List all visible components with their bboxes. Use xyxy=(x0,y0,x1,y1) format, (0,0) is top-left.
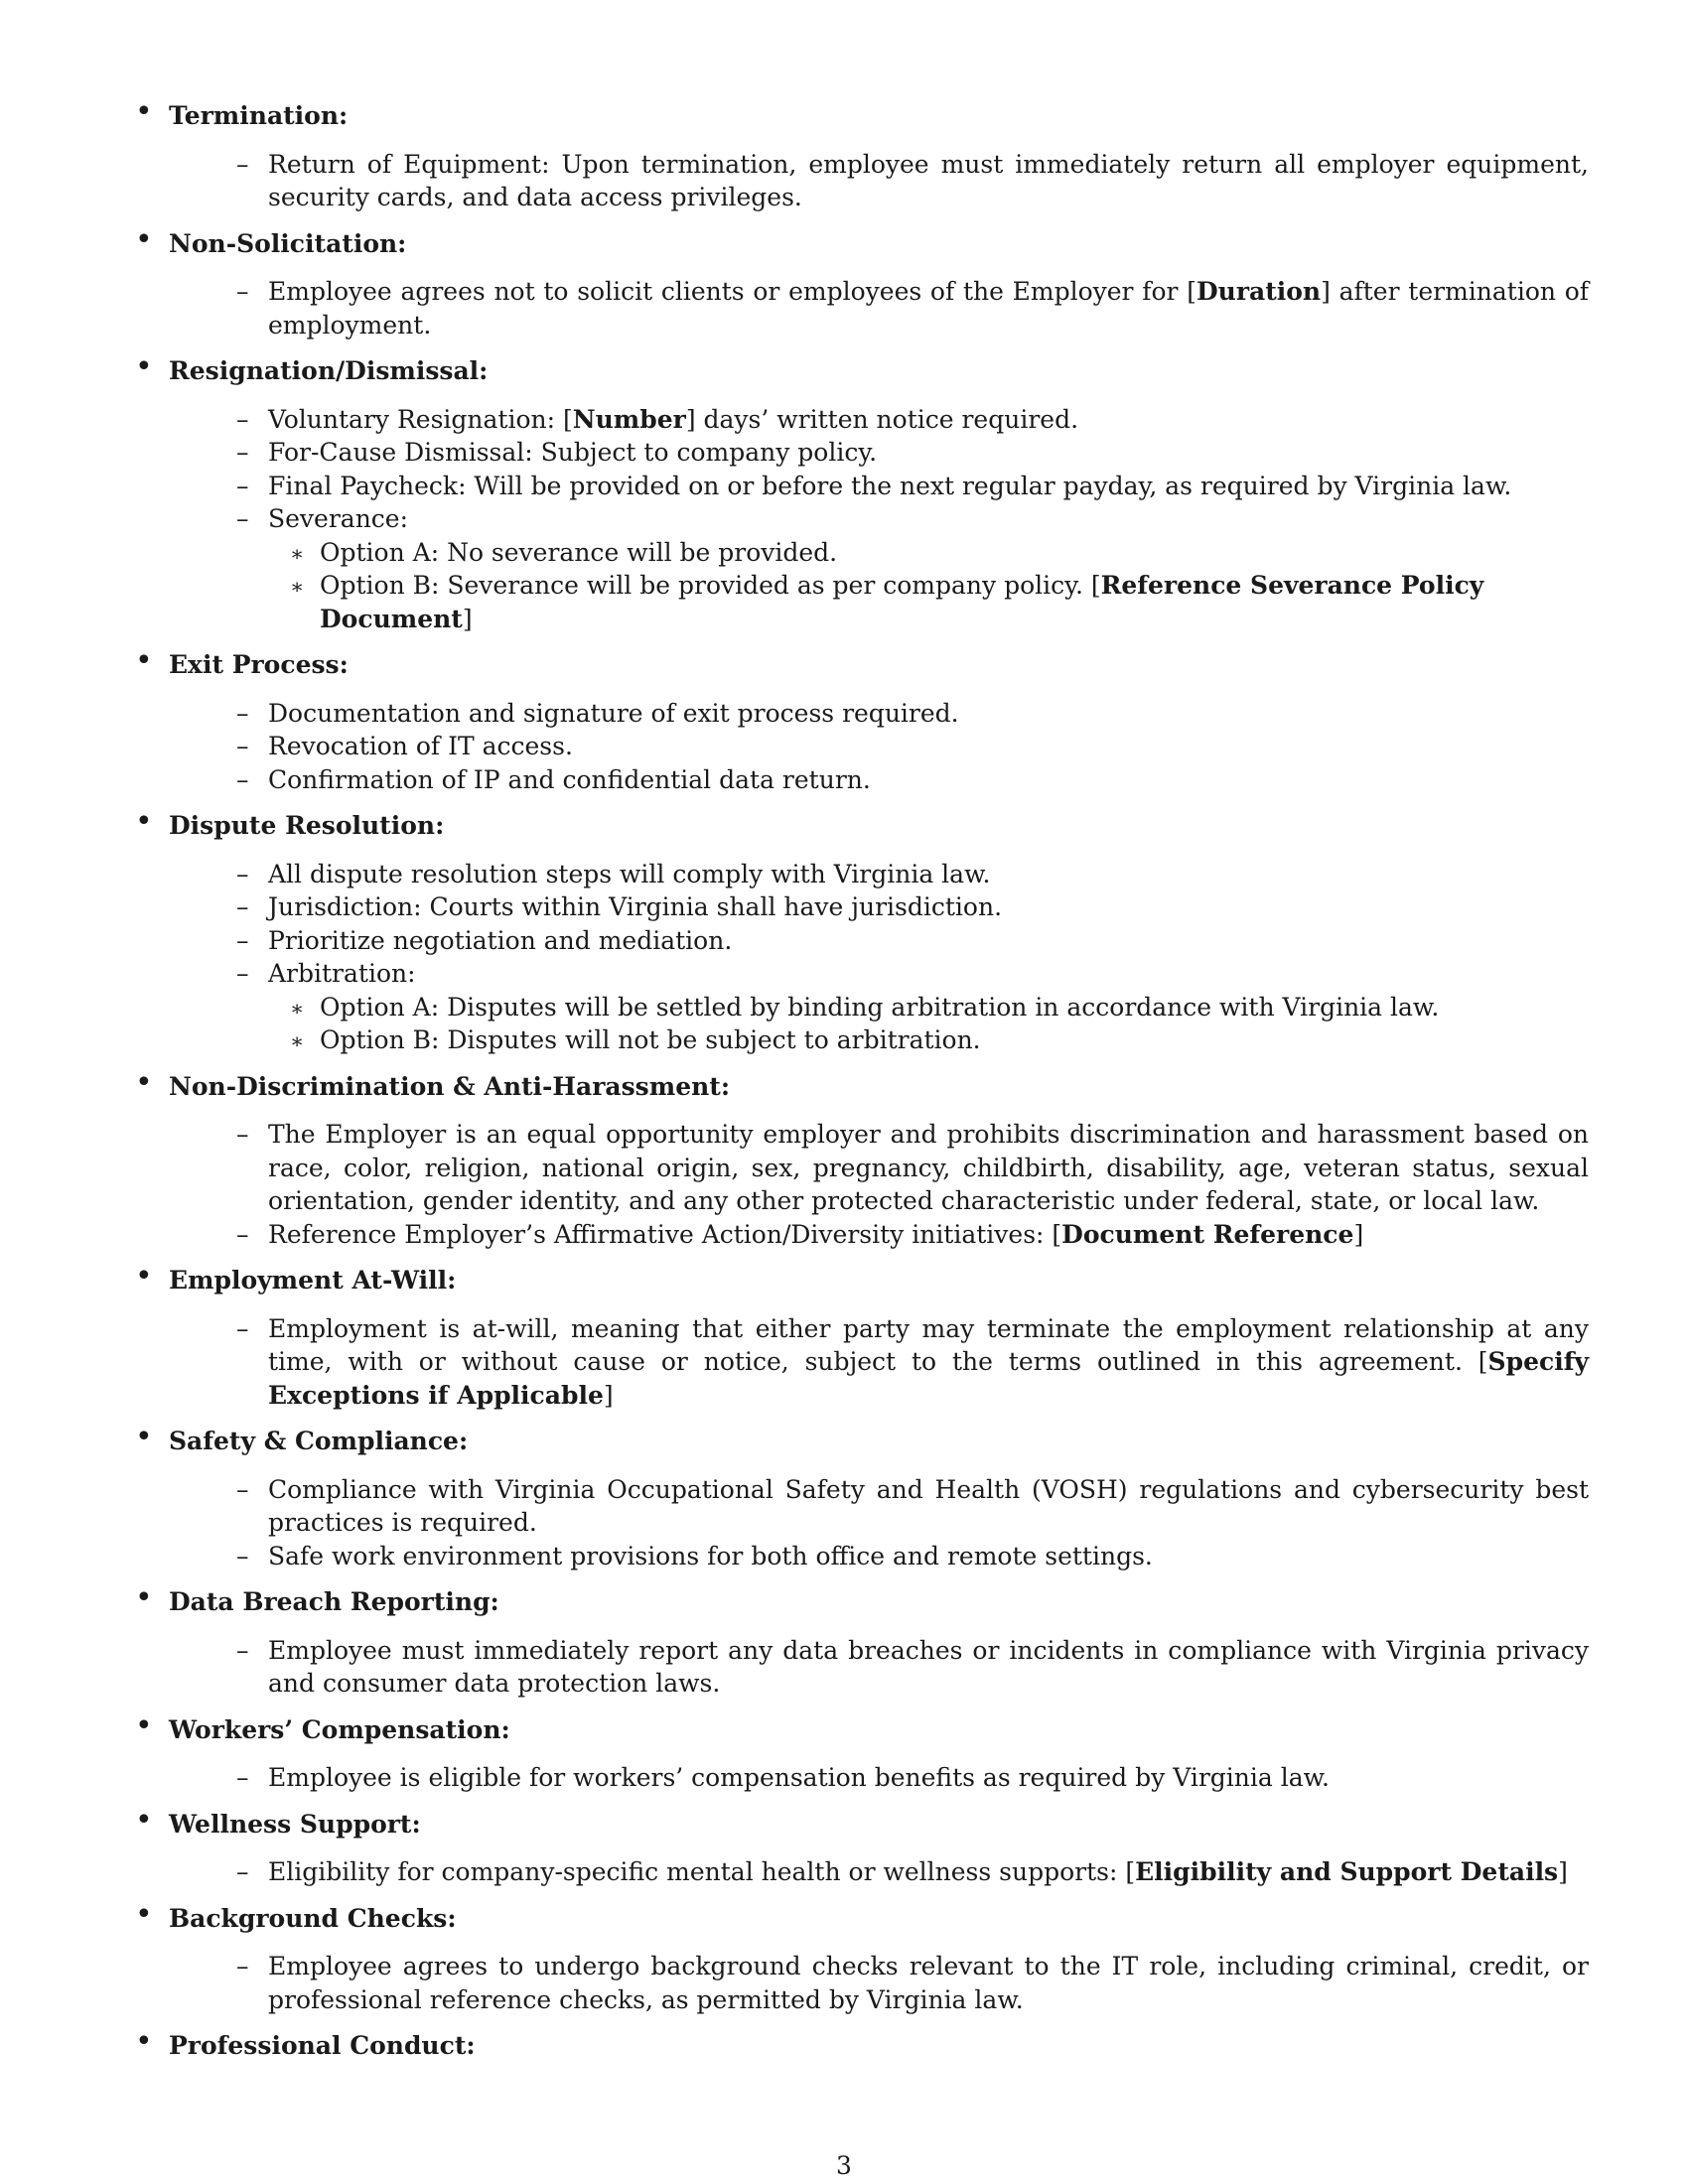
list-item: – Safe work environment provisions for both office and remote settings. xyxy=(169,1540,1589,1573)
section-non-solicitation xyxy=(129,221,1590,342)
dash-icon: – xyxy=(236,149,249,179)
section-heading: Data Breach Reporting: xyxy=(169,1587,499,1616)
dash-icon: – xyxy=(236,1474,249,1504)
bullet-icon: • xyxy=(135,643,153,678)
placeholder-field: Reference Severance Policy Document xyxy=(320,571,1484,633)
list-item: – Compliance with Virginia Occupational Safety and Health (VOSH) regulations and cybersecurity best practices is required. xyxy=(236,1474,1589,1537)
section-data-breach xyxy=(129,1580,1589,1701)
list-item: – Return of Equipment: Upon termination, employee must immediately return all employer equipment, security cards, and data access privileges. xyxy=(236,149,1589,211)
dash-icon: – xyxy=(236,1635,249,1665)
list-item: – Eligibility for company-specific mental health or wellness supports: [Eligibility and Support Details] xyxy=(169,1855,1589,1889)
section-non-discrimination xyxy=(129,1064,1589,1252)
section-heading: Background Checks: xyxy=(169,1903,457,1933)
section-heading: Employment At-Will: xyxy=(169,1266,457,1295)
asterisk-icon: ∗ xyxy=(290,575,305,599)
page-number: 3 xyxy=(836,2151,852,2180)
placeholder-field: Duration xyxy=(1196,277,1322,306)
list-item: – Revocation of IT access. xyxy=(169,730,1589,763)
list-item: – Employee agrees to undergo background checks relevant to the IT role, including criminal, credit, or professional reference checks, as permitted by Virginia law. xyxy=(236,1952,1589,2014)
sub-list-item: ∗ Option A: No severance will be provided. xyxy=(169,536,1589,570)
asterisk-icon: ∗ xyxy=(290,996,305,1021)
section-heading: Dispute Resolution: xyxy=(169,811,445,840)
list-item: – Employee agrees not to solicit clients or employees of the Employer for [Duration] after termination of employment. xyxy=(236,277,1590,340)
section-safety xyxy=(129,1420,1589,1572)
sub-list-item: ∗ Option B: Severance will be provided as per company policy. [Reference Severance Policy Document] xyxy=(290,571,1484,633)
dash-icon: – xyxy=(236,1857,249,1886)
document-body xyxy=(129,94,1590,2078)
asterisk-icon: ∗ xyxy=(290,541,305,566)
list-item: – Prioritize negotiation and mediation. xyxy=(169,924,1589,958)
placeholder-field: Document Reference xyxy=(1061,1219,1354,1249)
list-item: – Employment is at-will, meaning that either party may terminate the employment relationship at any time, with or without cause or notice, subject to the terms outlined in this agreement. [Specify Exceptions if Applicable] xyxy=(236,1313,1589,1410)
section-heading: Resignation/Dismissal: xyxy=(169,356,489,385)
dash-icon: – xyxy=(236,698,249,728)
section-termination xyxy=(129,94,1589,214)
bullet-icon: • xyxy=(135,2024,153,2059)
section-workers-comp xyxy=(129,1707,1589,1795)
bullet-icon: • xyxy=(135,94,153,129)
bullet-icon: • xyxy=(135,1802,153,1838)
section-professional-conduct xyxy=(129,2024,1589,2063)
list-item: – All dispute resolution steps will comply with Virginia law. xyxy=(169,858,1589,891)
placeholder-field: Eligibility and Support Details xyxy=(1135,1857,1559,1886)
bullet-icon: • xyxy=(135,1707,153,1743)
bullet-icon: • xyxy=(135,1064,153,1100)
list-item: – Confirmation of IP and confidential data return. xyxy=(169,763,1589,797)
bullet-icon: • xyxy=(135,1896,153,1932)
dash-icon: – xyxy=(236,1763,249,1792)
dash-icon: – xyxy=(236,859,249,888)
section-heading: Workers’ Compensation: xyxy=(169,1714,510,1744)
section-heading: Professional Conduct: xyxy=(169,2031,476,2060)
list-item: – The Employer is an equal opportunity employer and prohibits discrimination and harassment based on race, color, religion, national origin, sex, pregnancy, childbirth, disability, age, veteran status, sexual orientation, gender identity, and any other protected characteristic under federal, state, or local law. xyxy=(236,1120,1589,1215)
dash-icon: – xyxy=(236,925,249,955)
dash-icon: – xyxy=(236,1120,249,1149)
section-at-will xyxy=(129,1259,1589,1412)
list-item: – Employee must immediately report any data breaches or incidents in compliance with Virginia privacy and consumer data protection laws. xyxy=(236,1635,1589,1698)
sub-list-item: ∗ Option B: Disputes will not be subject to arbitration. xyxy=(169,1024,1589,1057)
dash-icon: – xyxy=(236,732,249,760)
section-dispute-resolution xyxy=(129,804,1589,1057)
dash-icon: – xyxy=(236,438,249,467)
bullet-icon: • xyxy=(135,1580,153,1615)
dash-icon: – xyxy=(236,959,249,988)
asterisk-icon: ∗ xyxy=(290,1029,305,1053)
dash-icon: – xyxy=(236,277,249,306)
sub-list-item: ∗ Option A: Disputes will be settled by binding arbitration in accordance with Virginia law. xyxy=(169,991,1589,1024)
list-item: – Final Paycheck: Will be provided on or before the next regular payday, as required by Virginia law. xyxy=(169,470,1589,503)
dash-icon: – xyxy=(236,1952,249,1980)
section-background-checks xyxy=(129,1896,1589,2017)
placeholder-field: Specify Exceptions if Applicable xyxy=(268,1347,1589,1410)
list-item: – Voluntary Resignation: [Number] days’ written notice required. xyxy=(169,403,1589,437)
bullet-icon: • xyxy=(135,221,153,257)
section-resignation xyxy=(129,349,1589,635)
bullet-icon: • xyxy=(135,804,153,839)
bullet-icon: • xyxy=(135,1259,153,1294)
bullet-icon: • xyxy=(135,349,153,384)
dash-icon: – xyxy=(236,504,249,533)
list-item: – Reference Employer’s Affirmative Action/Diversity initiatives: [Document Reference] xyxy=(169,1218,1589,1252)
section-heading: Exit Process: xyxy=(169,650,349,679)
section-heading: Non-Discrimination & Anti-Harassment: xyxy=(169,1071,731,1101)
bullet-icon: • xyxy=(135,1420,153,1454)
section-wellness xyxy=(129,1802,1589,1889)
section-heading: Termination: xyxy=(169,101,349,130)
list-item: – Documentation and signature of exit process required. xyxy=(169,697,1589,731)
dash-icon: – xyxy=(236,892,249,921)
section-heading: Non-Solicitation: xyxy=(169,228,407,258)
list-item: – Employee is eligible for workers’ compensation benefits as required by Virginia law. xyxy=(169,1761,1589,1795)
dash-icon: – xyxy=(236,404,249,434)
dash-icon: – xyxy=(236,1313,249,1343)
dash-icon: – xyxy=(236,1541,249,1570)
dash-icon: – xyxy=(236,1219,249,1249)
section-exit-process xyxy=(129,643,1589,796)
section-heading: Wellness Support: xyxy=(169,1809,421,1839)
dash-icon: – xyxy=(236,471,249,500)
list-item: – Severance: xyxy=(169,502,1589,536)
placeholder-field: Number xyxy=(572,404,686,434)
list-item: – Arbitration: xyxy=(169,957,1589,991)
dash-icon: – xyxy=(236,764,249,794)
list-item: – Jurisdiction: Courts within Virginia shall have jurisdiction. xyxy=(169,890,1589,924)
list-item: – For-Cause Dismissal: Subject to company policy. xyxy=(169,436,1589,470)
section-heading: Safety & Compliance: xyxy=(169,1427,469,1455)
